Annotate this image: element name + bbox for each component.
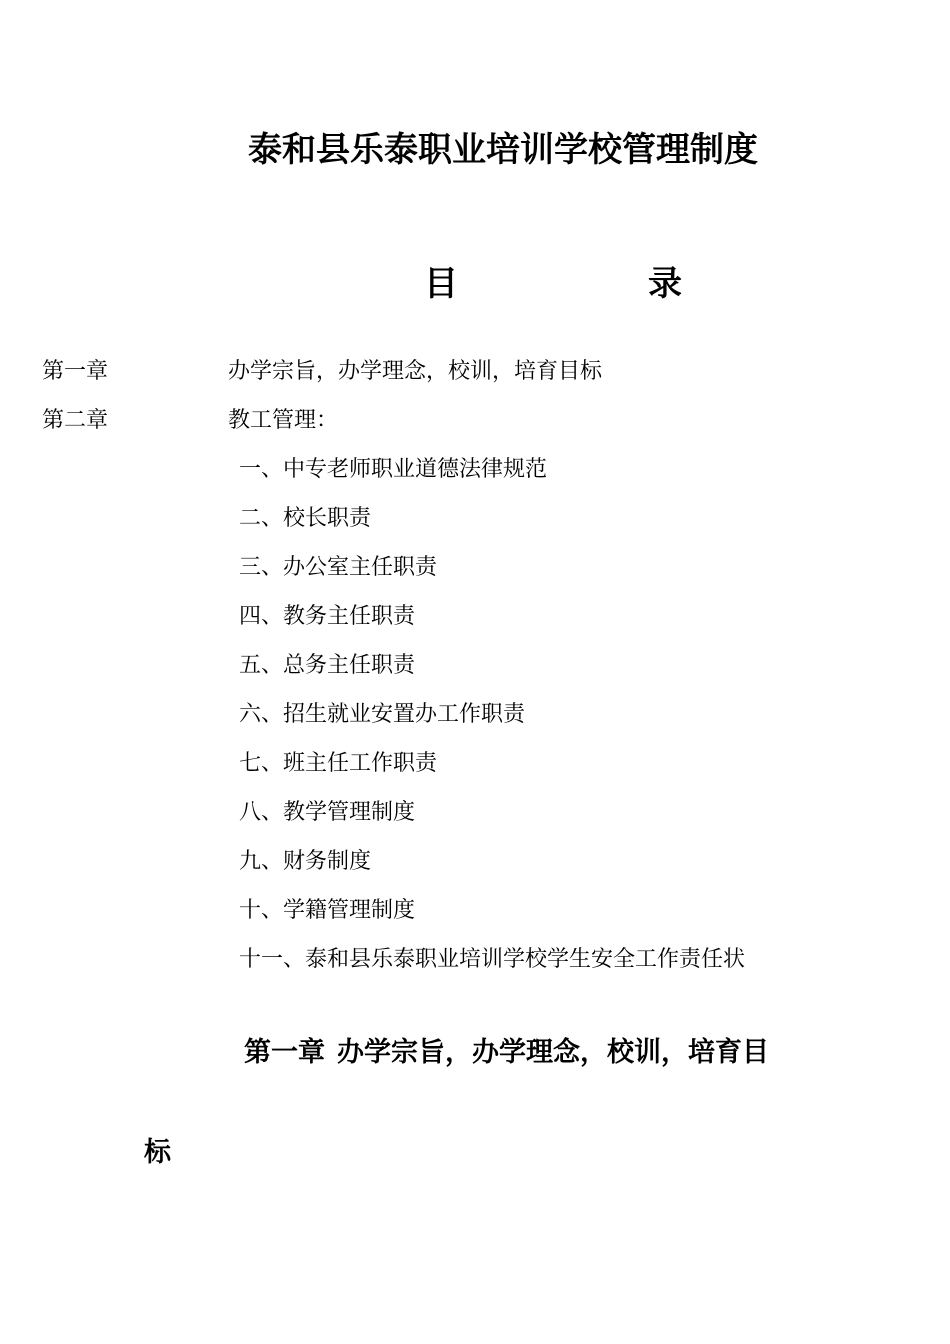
toc-section-9: 九、财务制度 [239,849,372,874]
toc-section-6: 六、招生就业安置办工作职责 [239,702,526,727]
toc-heading-mu: 目 [424,264,458,304]
toc-chapter-title: 教工管理： [228,408,339,433]
toc-heading-lu: 录 [648,264,682,304]
toc-section-4: 四、教务主任职责 [239,604,416,629]
chapter-one-number: 第一章 [244,1037,325,1068]
toc-chapter-number: 第二章 [42,408,109,433]
toc-section-1: 一、中专老师职业道德法律规范 [239,457,548,482]
toc-section-10: 十、学籍管理制度 [239,898,416,923]
toc-section-3: 三、办公室主任职责 [239,555,438,580]
toc-section-8: 八、教学管理制度 [239,800,416,825]
toc-chapter-number: 第一章 [42,359,109,384]
toc-section-5: 五、总务主任职责 [239,653,416,678]
toc-section-7: 七、班主任工作职责 [239,751,438,776]
toc-chapter-title: 办学宗旨，办学理念，校训，培育目标 [228,359,603,384]
toc-section-2: 二、校长职责 [239,506,372,531]
chapter-one-title: 办学宗旨，办学理念，校训，培育目 [337,1037,769,1068]
chapter-one-heading [244,1034,769,1072]
toc-section-11: 十一、泰和县乐泰职业培训学校学生安全工作责任状 [239,947,746,972]
document-title: 泰和县乐泰职业培训学校管理制度 [248,130,758,170]
chapter-one-title-continuation: 标 [144,1137,171,1168]
